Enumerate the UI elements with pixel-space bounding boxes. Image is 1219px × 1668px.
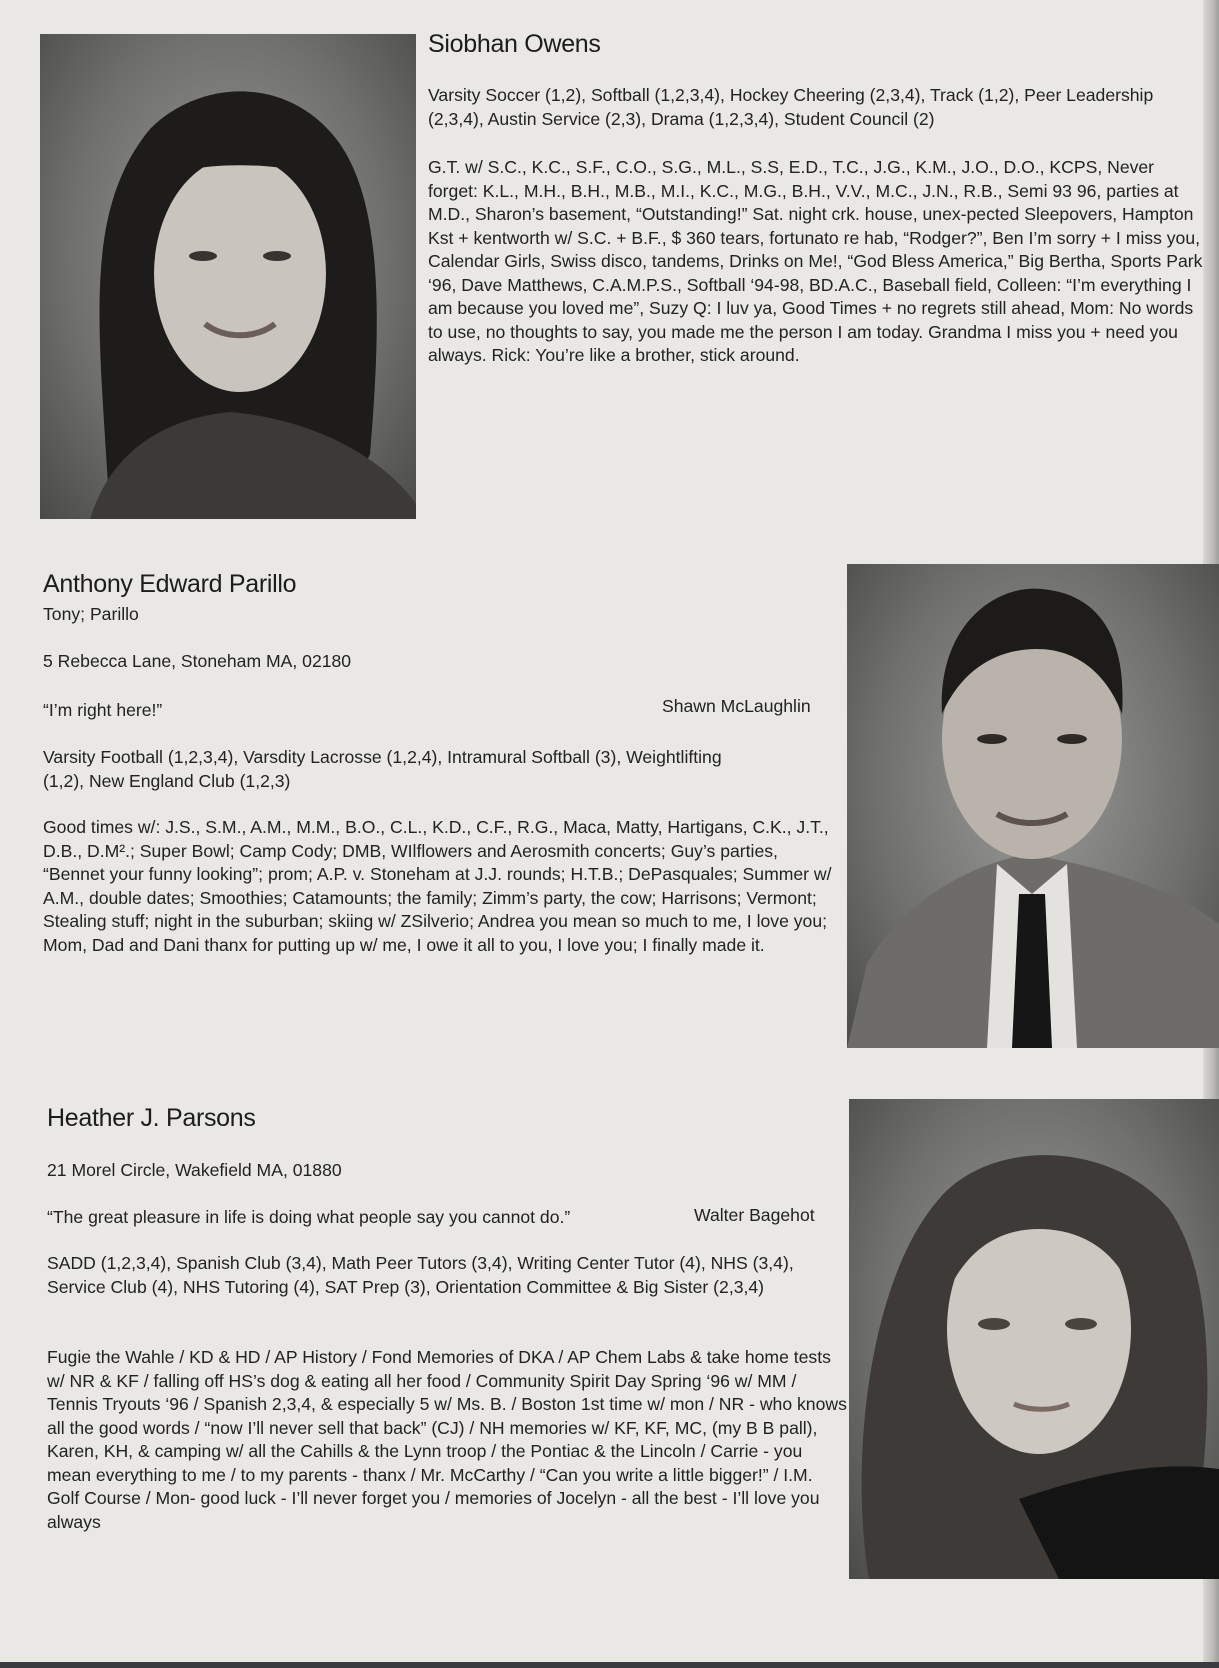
address-text: 5 Rebecca Lane, Stoneham MA, 02180	[43, 651, 352, 671]
address-text: 21 Morel Circle, Wakefield MA, 01880	[47, 1160, 342, 1180]
quote-text: “The great pleasure in life is doing what people say you cannot do.”	[47, 1207, 571, 1227]
portrait-photo-heather-parsons	[849, 1099, 1219, 1579]
portrait-photo-siobhan-owens	[40, 34, 416, 519]
activities-text: Varsity Football (1,2,3,4), Varsdity Lacrosse (1,2,4), Intramural Softball (3), Weightlifting (1,2), New England Club (1,2,3)	[43, 747, 722, 791]
portrait-photo-anthony-parillo	[847, 564, 1219, 1048]
nicknames-text: Tony; Parillo	[43, 604, 139, 624]
activities-text: SADD (1,2,3,4), Spanish Club (3,4), Math Peer Tutors (3,4), Writing Center Tutor (4), NHS (3,4), Service Club (4), NHS Tutoring (4), SAT Prep (3), Orientation Committee & Big Sister (2,3,4)	[47, 1253, 794, 1297]
quote-author: Shawn McLaughlin	[662, 696, 811, 716]
quote-text: “I’m right here!”	[43, 700, 163, 720]
bottom-border	[0, 1662, 1219, 1668]
profile-name: Heather J. Parsons	[47, 1104, 256, 1132]
activities-text: Varsity Soccer (1,2), Softball (1,2,3,4), Hockey Cheering (2,3,4), Track (1,2), Peer Leadership (2,3,4), Austin Service (2,3), Drama (1,2,3,4), Student Council (2)	[428, 85, 1154, 129]
profile-name: Anthony Edward Parillo	[43, 570, 297, 598]
profile-name: Siobhan Owens	[428, 30, 601, 58]
memories-text: Good times w/: J.S., S.M., A.M., M.M., B.O., C.L., K.D., C.F., R.G., Maca, Matty, Hartigans, C.K., J.T., D.B., D.M².; Super Bowl; Camp Cody; DMB, WIlflowers and Aerosmith concerts; Guy’s parties, “Bennet your funny looking”; prom; A.P. v. Stoneham at J.J. rounds; H.T.B.; DePasquales; Summer w/ A.M., double dates; Smoothies; Catamounts; the family; Zimm’s party, the cow; Harrisons; Vermont; Stealing stuff; night in the suburban; skiing w/ ZSilverio; Andrea you mean so much to me, I love you; Mom, Dad and Dani thanx for putting up w/ me, I owe it all to you, I love you; I finally made it.	[43, 817, 832, 955]
quote-author: Walter Bagehot	[694, 1205, 815, 1225]
memories-text: Fugie the Wahle / KD & HD / AP History / Fond Memories of DKA / AP Chem Labs & take home tests w/ NR & KF / falling off HS’s dog & eating all her food / Community Spirit Day Spring ‘96 w/ MM / Tennis Tryouts ‘96 / Spanish 2,3,4, & especially 5 w/ Ms. B. / Boston 1st time w/ mon / NR - who knows all the good words / “now I’ll never sell that back” (CJ) / NH memories w/ KF, KF, MC, (my B B pall), Karen, KH, & camping w/ all the Cahills & the Lynn troop / the Pontiac & the Lincoln / Carrie - you mean everything to me / to my parents - thanx / Mr. McCarthy / “Can you write a little bigger!” / I.M. Golf Course / Mon- good luck - I’ll never forget you / memories of Jocelyn - all the best - I’ll love you always	[47, 1347, 847, 1532]
memories-text: G.T. w/ S.C., K.C., S.F., C.O., S.G., M.L., S.S, E.D., T.C., J.G., K.M., J.O., D.O., KCPS, Never forget: K.L., M.H., B.H., M.B., M.I., K.C., M.G., B.H., V.V., M.C., J.N., R.B., Semi 93 96, parties at M.D., Sharon’s basement, “Outstanding!” Sat. night crk. house, unex-pected Sleepovers, Hampton Kst + kentworth w/ S.C. + B.F., $ 360 tears, fortunato re hab, “Rodger?”, Ben I’m sorry + I miss you, Calendar Girls, Swiss disco, tandems, Drinks on Me!, “God Bless America,” Big Bertha, Sports Park ‘96, Dave Matthews, C.A.M.P.S., Softball ‘94-98, BD.A.C., Baseball field, Colleen: “I’m everything I am because you loved me”, Suzy Q: I luv ya, Good Times + no regrets still ahead, Mom: No words to use, no thoughts to say, you made me the person I am today. Grandma I miss you + need you always. Rick: You’re like a brother, stick around.	[428, 157, 1203, 365]
